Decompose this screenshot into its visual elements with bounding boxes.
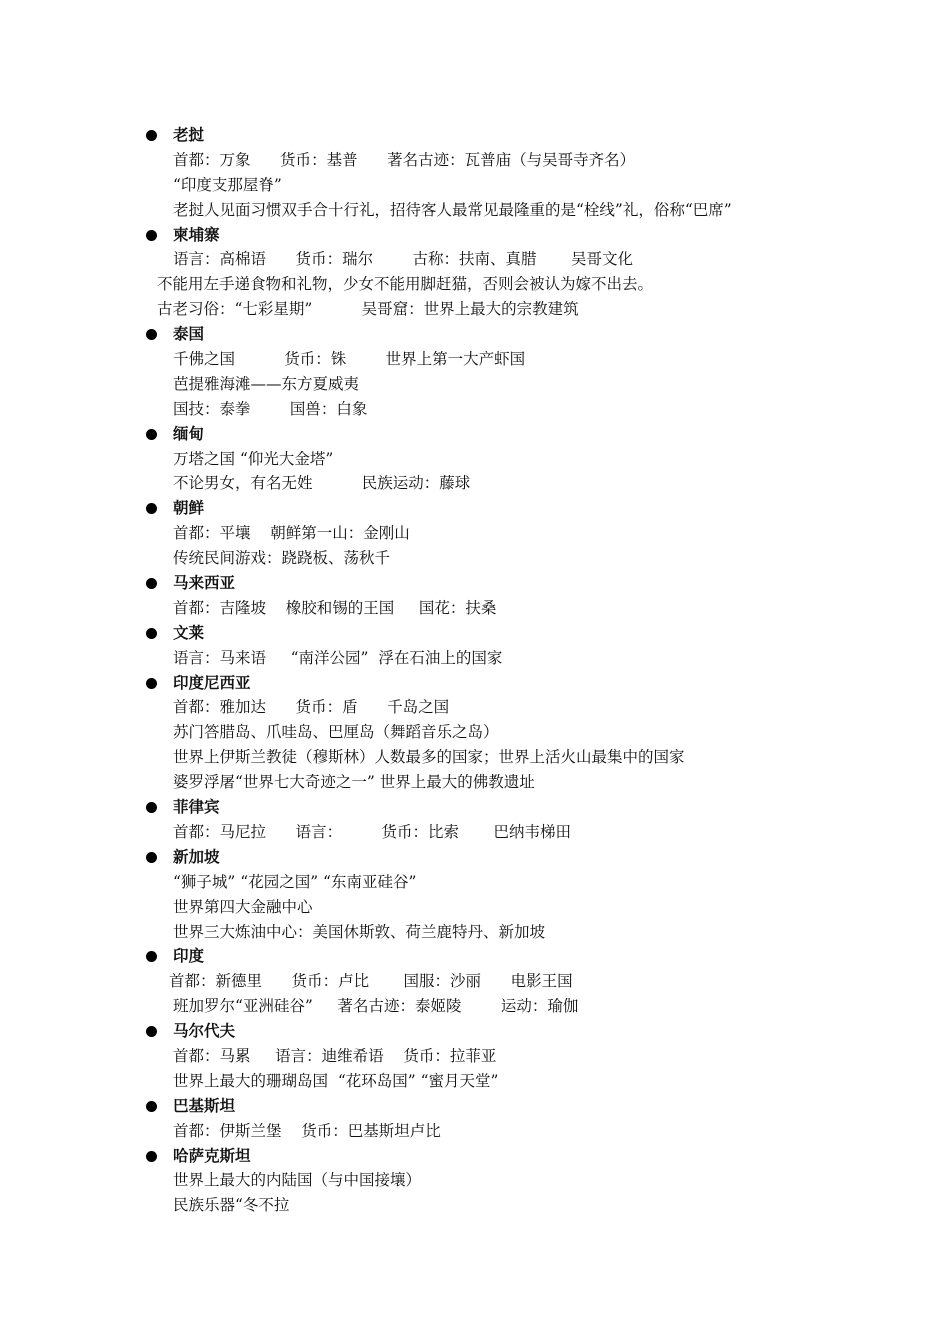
section-line: 世界上伊斯兰教徒（穆斯林）人数最多的国家；世界上活火山最集中的国家: [173, 748, 685, 767]
section-line: 语言：马来语 “南洋公园” 浮在石油上的国家: [173, 648, 503, 667]
section-line: 万塔之国 “仰光大金塔”: [173, 449, 334, 468]
section-title: 文莱: [173, 623, 205, 642]
section-line: 世界三大炼油中心：美国休斯敦、荷兰鹿特丹、新加坡: [173, 922, 546, 941]
section-title: 菲律宾: [173, 798, 220, 817]
section-line: 世界第四大金融中心: [173, 897, 313, 916]
section-line: 国技：泰拳 国兽：白象: [173, 399, 368, 418]
section-title: 泰国: [173, 325, 205, 344]
section-heading: [0, 422, 950, 447]
bullet-icon: [146, 1151, 157, 1162]
section-line: 班加罗尔“亚洲硅谷” 著名古迹：泰姬陵 运动：瑜伽: [173, 997, 579, 1016]
section-line: 首都：雅加达 货币：盾 千岛之国: [173, 698, 450, 717]
bullet-icon: [146, 429, 157, 440]
section-line: 民族乐器“冬不拉: [173, 1196, 290, 1215]
section-heading: [0, 845, 950, 870]
section-line: 老挝人见面习惯双手合十行礼，招待客人最常见最隆重的是“栓线”礼，俗称“巴席”: [173, 200, 732, 219]
section-line: 不论男女，有名无姓 民族运动：藤球: [173, 474, 471, 493]
section-title: 朝鲜: [173, 499, 205, 518]
section-heading: [0, 571, 950, 596]
section-heading: [0, 123, 950, 148]
bullet-icon: [146, 1026, 157, 1037]
section-heading: [0, 496, 950, 521]
section-line: 首都：马尼拉 语言： 货币：比索 巴纳韦梯田: [173, 822, 571, 841]
section-line: 世界上最大的珊瑚岛国 “花环岛国” “蜜月天堂”: [173, 1071, 499, 1090]
bullet-icon: [146, 230, 157, 241]
section-heading: [0, 322, 950, 347]
section-line: 首都：新德里 货币：卢比 国服：沙丽 电影王国: [169, 972, 573, 991]
section-line: “印度支那屋脊”: [173, 175, 282, 194]
section-title: 印度: [173, 947, 205, 966]
section-line: 首都：平壤 朝鲜第一山：金刚山: [173, 524, 410, 543]
bullet-icon: [146, 503, 157, 514]
section-title: 缅甸: [173, 424, 205, 443]
section-heading: [0, 1094, 950, 1119]
section-line: 古老习俗：“七彩星期” 吴哥窟：世界上最大的宗教建筑: [157, 300, 579, 319]
section-line: 世界上最大的内陆国（与中国接壤）: [173, 1171, 422, 1190]
bullet-icon: [146, 578, 157, 589]
section-title: 马来西亚: [173, 574, 236, 593]
section-heading: [0, 223, 950, 248]
section-line: 首都：吉隆坡 橡胶和锡的王国 国花：扶桑: [173, 598, 497, 617]
bullet-icon: [146, 678, 157, 689]
section-line: 婆罗浮屠“世界七大奇迹之一” 世界上最大的佛教遗址: [173, 773, 535, 792]
section-title: 印度尼西亚: [173, 673, 251, 692]
bullet-icon: [146, 1101, 157, 1112]
section-title: 新加坡: [173, 847, 220, 866]
section-line: 首都：马累 语言：迪维希语 货币：拉菲亚: [173, 1046, 497, 1065]
section-line: 首都：伊斯兰堡 货币：巴基斯坦卢比: [173, 1121, 441, 1140]
bullet-icon: [146, 802, 157, 813]
section-heading: [0, 1019, 950, 1044]
section-title: 老挝: [173, 126, 205, 144]
section-line: 苏门答腊岛、爪哇岛、巴厘岛（舞蹈音乐之岛）: [173, 723, 499, 742]
section-line: 不能用左手递食物和礼物，少女不能用脚赶猫，否则会被认为嫁不出去。: [157, 275, 654, 294]
document-page: [0, 123, 950, 1218]
section-heading: [0, 621, 950, 646]
section-line: “狮子城” “花园之国” “东南亚硅谷”: [173, 872, 417, 891]
section-heading: [0, 671, 950, 696]
section-heading: [0, 944, 950, 969]
section-title: 巴基斯坦: [173, 1096, 236, 1115]
section-heading: [0, 795, 950, 820]
bullet-icon: [146, 130, 157, 141]
bullet-icon: [146, 329, 157, 340]
section-line: 语言：高棉语 货币：瑞尔 古称：扶南、真腊 吴哥文化: [173, 250, 633, 269]
section-line: 首都：万象 货币：基普 著名古迹：瓦普庙（与吴哥寺齐名）: [173, 150, 636, 169]
section-line: 千佛之国 货币：铢 世界上第一大产虾国: [173, 350, 526, 369]
bullet-icon: [146, 852, 157, 863]
bullet-icon: [146, 951, 157, 962]
section-heading: [0, 1144, 950, 1169]
section-line: 芭提雅海滩——东方夏威夷: [173, 374, 360, 393]
section-title: 马尔代夫: [173, 1022, 236, 1041]
section-title: 柬埔寨: [173, 225, 220, 244]
bullet-icon: [146, 628, 157, 639]
section-line: 传统民间游戏：跷跷板、荡秋千: [173, 549, 391, 568]
section-title: 哈萨克斯坦: [173, 1146, 251, 1165]
